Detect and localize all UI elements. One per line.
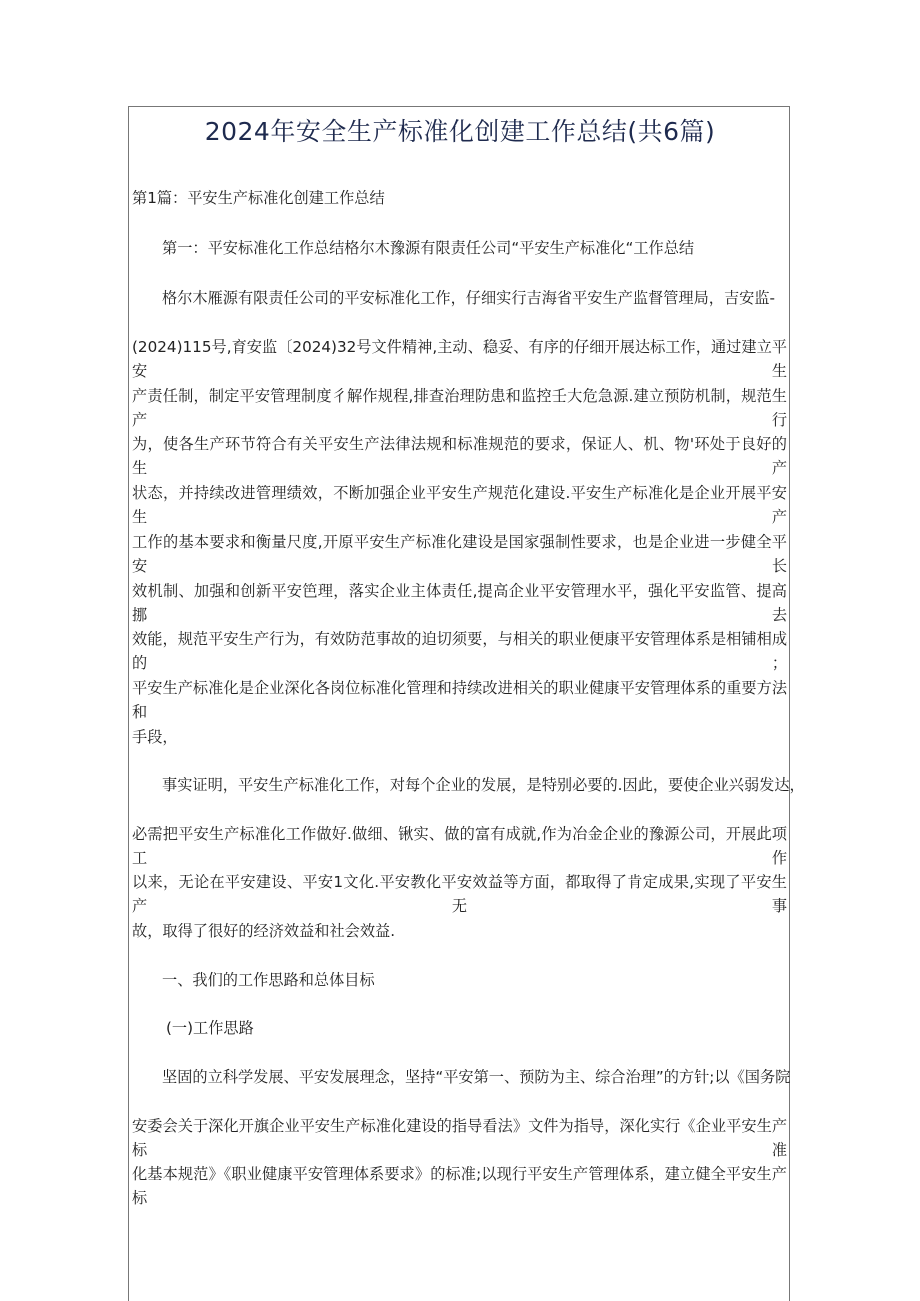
paragraph-line: 效能，规范平安生产行为，有效防范事故的迫切须要，与相关的职业便康平安管理体系是相铺相成的； bbox=[132, 630, 787, 672]
paragraph-line: 平安生产标准化是企业深化各岗位标准化管理和持续改进相关的职业健康平安管理体系的重要方法和 bbox=[132, 679, 787, 721]
section-heading: 第1篇：平安生产标准化创建工作总结 bbox=[132, 189, 385, 207]
paragraph-line: 工作的基本要求和衡量尺度,开原平安生产标准化建设是国家强制性要求，也是企业进一步健全平安长 bbox=[132, 533, 787, 575]
paragraph-line: 事实证明，平安生产标准化工作，对每个企业的发展，是特别必要的.因此，要使企业兴弱发达， bbox=[162, 776, 805, 794]
section-heading: 一、我们的工作思路和总体目标 bbox=[162, 971, 375, 989]
paragraph-line: 坚固的立科学发展、平安发展理念，坚持“平安第一、预防为主、综合治理”的方针;以《国务院 bbox=[162, 1068, 791, 1086]
paragraph-line: 效机制、加强和创新平安笆理，落实企业主体责任,提高企业平安管理水平，强化平安监管、提高挪去 bbox=[132, 582, 787, 624]
document-title: 2024年安全生产标准化创建工作总结(共6篇) bbox=[204, 117, 716, 146]
paragraph-line: 必需把平安生产标准化工作做好.做细、锹实、做的富有成就,作为冶金企业的豫源公司，开展此项工作 bbox=[132, 825, 787, 867]
paragraph-line: 第一：平安标准化工作总结格尔木豫源有限责任公司“平安生产标准化“工作总结 bbox=[162, 239, 695, 257]
paragraph-line: (2024)115号,育安监〔2024)32号文件精神,主动、稳妥、有序的仔细开展达标工作，通过建立平安生 bbox=[132, 338, 787, 380]
paragraph-line: 化基本规范》《职业健康平安管理体系要求》的标准;以现行平安生产管理体系，建立健全平安生产标 bbox=[132, 1165, 787, 1207]
paragraph-line: 故，取得了很好的经济效益和社会效益. bbox=[132, 922, 396, 940]
subsection-heading: (一)工作思路 bbox=[166, 1019, 254, 1037]
paragraph-line: 产责任制，制定平安管理制度彳解作规程,排查治理防患和监控壬大危急源.建立预防机制，规范生产行 bbox=[132, 387, 787, 429]
paragraph-line: 格尔木雁源有限责任公司的平安标准化工作，仔细实行吉海省平安生产监督管理局，吉安监- bbox=[162, 289, 775, 307]
paragraph-line: 安委会关于深化开旗企业平安生产标准化建设的指导看法》文件为指导，深化实行《企业平安生产标准 bbox=[132, 1117, 787, 1159]
paragraph-line: 为，使各生产环节符合有关平安生产法律法规和标准规范的要求，保证人、机、物'环处于良好的生产 bbox=[132, 435, 787, 477]
paragraph-line: 手段， bbox=[132, 728, 178, 746]
paragraph-line: 以来，无论在平安建设、平安1文化.平安教化平安效益等方面，都取得了肯定成果,实现了平安生产无事 bbox=[132, 873, 787, 915]
paragraph-line: 状态，并持续改进管理绩效，不断加强企业平安生产规范化建设.平安生产标准化是企业开展平安生产 bbox=[132, 484, 787, 526]
